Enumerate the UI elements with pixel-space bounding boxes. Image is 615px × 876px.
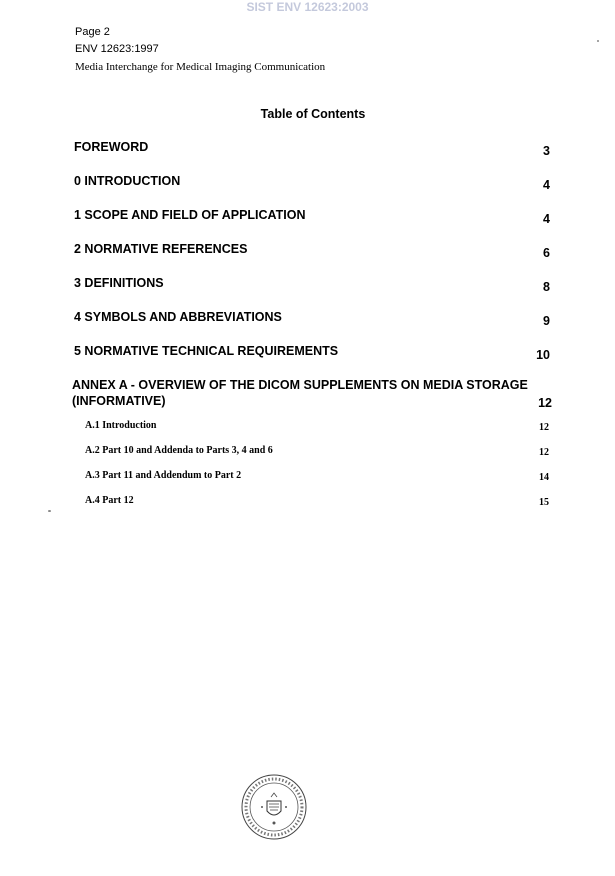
toc-subentry-label: A.3 Part 11 and Addendum to Part 2 — [85, 470, 242, 481]
toc-entry-label: FOREWORD — [74, 140, 149, 154]
standard-number: ENV 12623:1997 — [75, 43, 159, 55]
watermark: SIST ENV 12623:2003 — [246, 0, 369, 14]
toc-entry-label: 4 SYMBOLS AND ABBREVIATIONS — [74, 310, 282, 324]
annex-page: 12 — [538, 396, 552, 410]
toc-entry-page: 4 — [543, 212, 550, 226]
toc-entry-page: 3 — [543, 144, 550, 158]
seal-icon — [240, 773, 308, 841]
page-label: Page 2 — [75, 26, 110, 38]
toc-entry-page: 4 — [543, 178, 550, 192]
toc-entry-label: 3 DEFINITIONS — [74, 276, 164, 290]
document-title: Media Interchange for Medical Imaging Communication — [75, 61, 326, 73]
toc-subentry-page: 12 — [539, 422, 549, 433]
toc-subentry-page: 15 — [539, 497, 549, 508]
toc-entry-page: 6 — [543, 246, 550, 260]
annex-title-line1: ANNEX A - OVERVIEW OF THE DICOM SUPPLEMENTS ON MEDIA STORAGE — [72, 378, 528, 392]
toc-entry-label: 5 NORMATIVE TECHNICAL REQUIREMENTS — [74, 344, 339, 358]
toc-title: Table of Contents — [260, 107, 366, 121]
toc-subentry-page: 12 — [539, 447, 549, 458]
toc-entry-label: 1 SCOPE AND FIELD OF APPLICATION — [74, 208, 306, 222]
toc-subentry-page: 14 — [539, 472, 549, 483]
annex-title-line2: (INFORMATIVE) — [72, 394, 166, 408]
toc-entry-label: 2 NORMATIVE REFERENCES — [74, 242, 248, 256]
scan-speck — [597, 40, 599, 42]
toc-subentry-label: A.1 Introduction — [85, 420, 157, 431]
toc-entry-page: 10 — [536, 348, 550, 362]
toc-entry-label: 0 INTRODUCTION — [74, 174, 181, 188]
scan-speck — [48, 510, 51, 512]
toc-subentry-label: A.2 Part 10 and Addenda to Parts 3, 4 and 6 — [85, 445, 273, 456]
toc-entry-page: 9 — [543, 314, 550, 328]
toc-entry-page: 8 — [543, 280, 550, 294]
toc-subentry-label: A.4 Part 12 — [85, 495, 134, 506]
